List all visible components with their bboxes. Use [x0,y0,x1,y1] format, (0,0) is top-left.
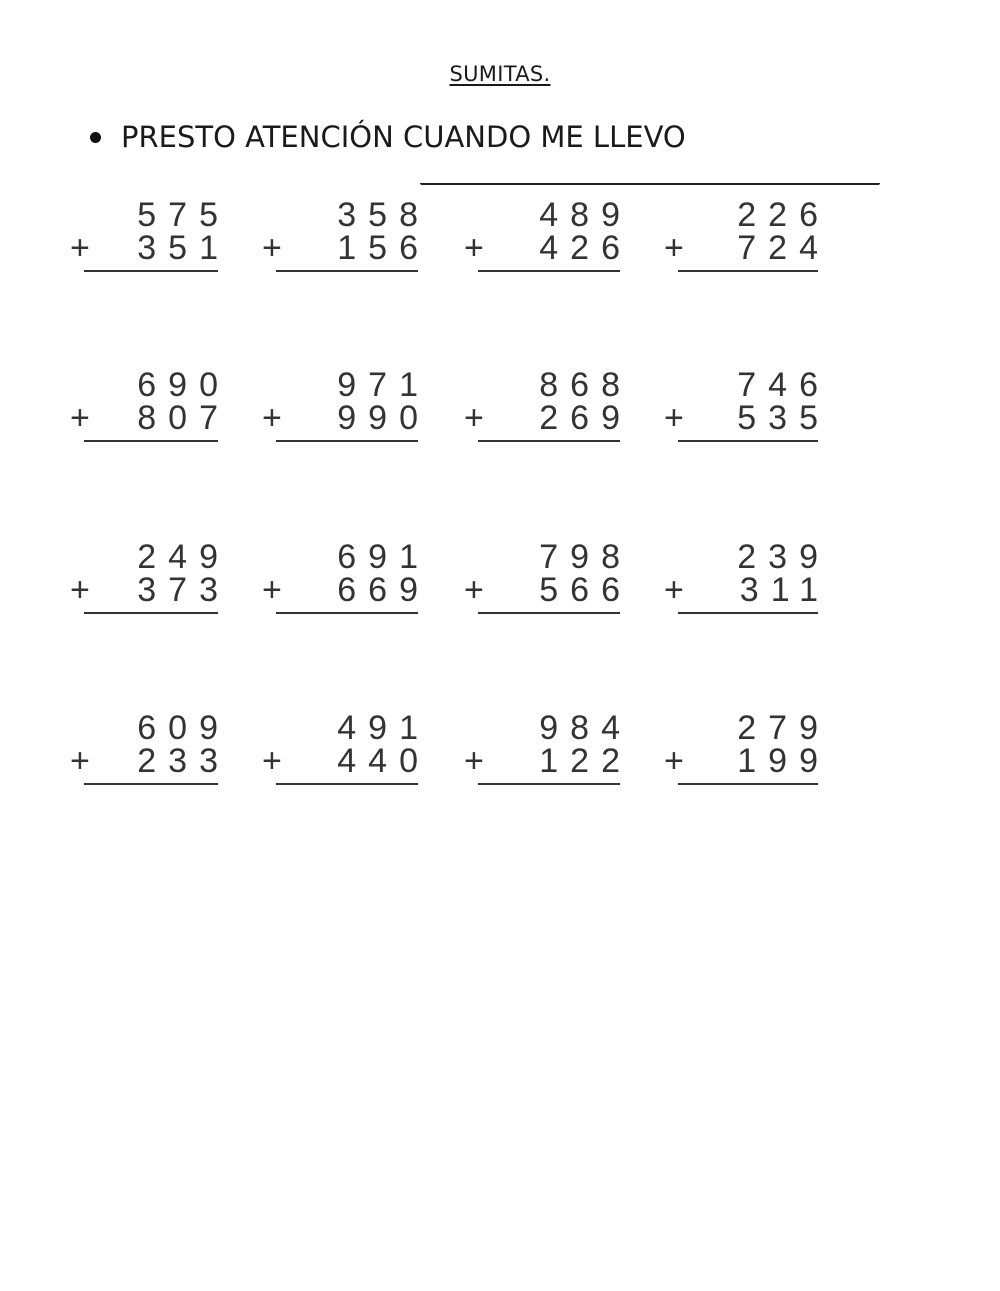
addend-bottom: 669 [337,571,430,609]
plus-sign: + [464,229,484,267]
plus-sign: + [262,229,282,267]
addend-bottom: 233 [137,742,230,780]
addition-problem [70,709,230,791]
addition-problem [664,538,830,620]
sum-line [84,270,218,272]
addend-bottom: 199 [737,742,830,780]
addend-bottom: 426 [539,229,632,267]
plus-sign: + [262,571,282,609]
plus-sign: + [70,399,90,437]
addend-top: 984 [539,709,632,747]
addend-top: 249 [137,538,230,576]
addend-bottom: 269 [539,399,632,437]
addend-bottom: 122 [539,742,632,780]
addition-problem [664,366,830,448]
plus-sign: + [664,742,684,780]
sum-line [276,783,418,785]
sum-line [84,440,218,442]
addition-problem [464,538,632,620]
sum-line [478,440,620,442]
addend-top: 971 [337,366,430,404]
addend-top: 489 [539,196,632,234]
addition-problem [262,709,430,791]
addition-problem [664,196,830,278]
sum-line [678,440,818,442]
sum-line [678,612,818,614]
addition-problem [464,709,632,791]
sum-line [478,783,620,785]
plus-sign: + [70,742,90,780]
sum-line [276,612,418,614]
addend-top: 279 [737,709,830,747]
addition-problem [464,196,632,278]
addition-problem [262,196,430,278]
addition-problem [70,538,230,620]
addend-top: 691 [337,538,430,576]
plus-sign: + [262,742,282,780]
addend-bottom: 351 [137,229,230,267]
addend-top: 575 [137,196,230,234]
addend-bottom: 535 [737,399,830,437]
addend-top: 239 [737,538,830,576]
addend-bottom: 156 [337,229,430,267]
plus-sign: + [70,571,90,609]
plus-sign: + [464,399,484,437]
plus-sign: + [464,742,484,780]
addend-bottom: 724 [737,229,830,267]
addend-top: 746 [737,366,830,404]
sum-line [478,612,620,614]
addition-problem [464,366,632,448]
addend-top: 358 [337,196,430,234]
addend-bottom: 440 [337,742,430,780]
instruction-text: PRESTO ATENCIÓN CUANDO ME LLEVO [121,120,686,154]
addition-problem [262,538,430,620]
bullet-icon [90,132,101,143]
addition-problem [664,709,830,791]
sum-line [84,783,218,785]
plus-sign: + [262,399,282,437]
addition-problem [70,366,230,448]
addend-top: 798 [539,538,632,576]
addition-problem [70,196,230,278]
addend-bottom: 311 [739,571,830,609]
plus-sign: + [664,399,684,437]
sum-line [678,270,818,272]
addend-bottom: 807 [137,399,230,437]
sum-line [678,783,818,785]
plus-sign: + [464,571,484,609]
addend-top: 690 [137,366,230,404]
addend-bottom: 373 [137,571,230,609]
addend-top: 226 [737,196,830,234]
addend-top: 609 [137,709,230,747]
addend-bottom: 566 [539,571,632,609]
sum-line [84,612,218,614]
addend-top: 491 [337,709,430,747]
plus-sign: + [664,571,684,609]
sum-line [276,440,418,442]
plus-sign: + [664,229,684,267]
addend-top: 868 [539,366,632,404]
addend-bottom: 990 [337,399,430,437]
plus-sign: + [70,229,90,267]
answer-line [420,183,880,185]
sum-line [276,270,418,272]
worksheet-title: SUMITAS. [449,62,551,86]
sum-line [478,270,620,272]
instruction-line [90,120,686,154]
addition-problem [262,366,430,448]
